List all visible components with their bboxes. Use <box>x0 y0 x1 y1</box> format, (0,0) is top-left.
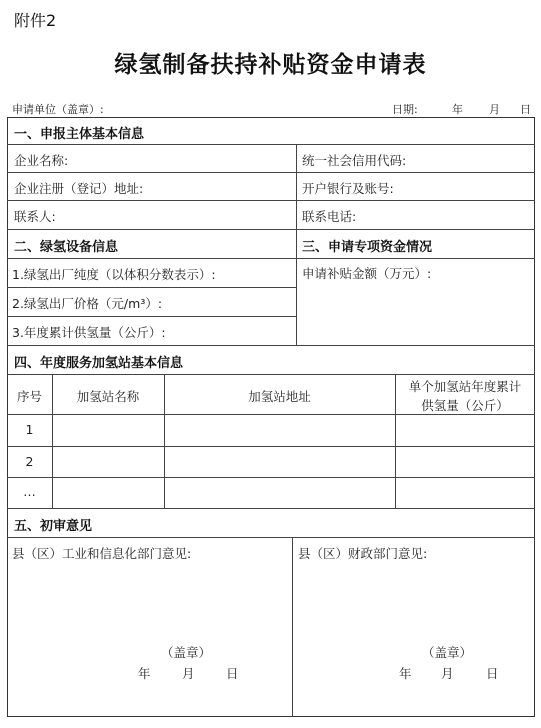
left-seal-label: （盖章） <box>161 645 212 660</box>
table-rule <box>7 172 535 173</box>
right-seal-label: （盖章） <box>422 645 473 660</box>
purity-label: 1.绿氢出厂纯度（以体积分数表示）: <box>12 267 216 282</box>
table-divider <box>292 537 293 717</box>
credit-code-label: 统一社会信用代码: <box>302 153 407 168</box>
col-header-index: 序号 <box>16 389 42 404</box>
row-index: … <box>23 484 36 499</box>
section3-heading: 三、申请专项资金情况 <box>302 240 433 255</box>
table-rule <box>7 508 535 509</box>
applicant-label: 申请单位（盖章）: <box>12 103 104 116</box>
col-header-supply-line1: 单个加氢站年度累计 <box>408 379 522 394</box>
table-divider <box>296 144 297 345</box>
col-header-supply-line2: 供氢量（公斤） <box>421 398 509 413</box>
table-rule <box>7 537 535 538</box>
date-label: 日期: <box>392 103 418 116</box>
left-day: 日 <box>226 666 239 681</box>
date-day: 日 <box>520 103 531 116</box>
finance-dept-opinion-label: 县（区）财政部门意见: <box>298 546 428 561</box>
table-rule <box>7 287 296 288</box>
table-rule <box>7 477 535 478</box>
application-table <box>7 117 535 717</box>
col-header-station-address: 加氢站地址 <box>248 389 311 404</box>
subsidy-amount-label: 申请补贴金额（万元）: <box>302 266 432 281</box>
table-rule <box>7 200 535 201</box>
table-rule <box>7 229 535 230</box>
phone-label: 联系电话: <box>302 209 357 224</box>
section1-heading: 一、申报主体基本信息 <box>14 127 145 142</box>
section5-heading: 五、初审意见 <box>14 519 93 534</box>
company-name-label: 企业名称: <box>14 153 69 168</box>
row-index: 2 <box>25 454 34 469</box>
date-year: 年 <box>452 103 463 116</box>
table-rule <box>7 144 535 145</box>
right-day: 日 <box>486 666 499 681</box>
right-month: 月 <box>441 666 454 681</box>
bank-label: 开户银行及账号: <box>302 181 394 196</box>
table-rule <box>7 414 535 415</box>
right-year: 年 <box>399 666 412 681</box>
attachment-label: 附件2 <box>14 11 57 30</box>
reg-address-label: 企业注册（登记）地址: <box>14 181 144 196</box>
industry-dept-opinion-label: 县（区）工业和信息化部门意见: <box>12 546 192 561</box>
section2-heading: 二、绿氢设备信息 <box>14 240 119 255</box>
supply-label: 3.年度累计供氢量（公斤）: <box>12 325 166 340</box>
section4-heading: 四、年度服务加氢站基本信息 <box>14 356 184 371</box>
table-rule <box>7 345 535 346</box>
form-title: 绿氢制备扶持补贴资金申请表 <box>114 51 427 78</box>
row-index: 1 <box>25 422 34 437</box>
table-rule <box>7 258 535 259</box>
date-month: 月 <box>489 103 500 116</box>
price-label: 2.绿氢出厂价格（元/m³）: <box>12 296 163 311</box>
left-year: 年 <box>138 666 151 681</box>
col-header-station-name: 加氢站名称 <box>76 389 140 404</box>
table-rule <box>7 374 535 375</box>
left-month: 月 <box>182 666 195 681</box>
table-rule <box>7 316 296 317</box>
table-rule <box>7 446 535 447</box>
contact-label: 联系人: <box>14 209 56 224</box>
